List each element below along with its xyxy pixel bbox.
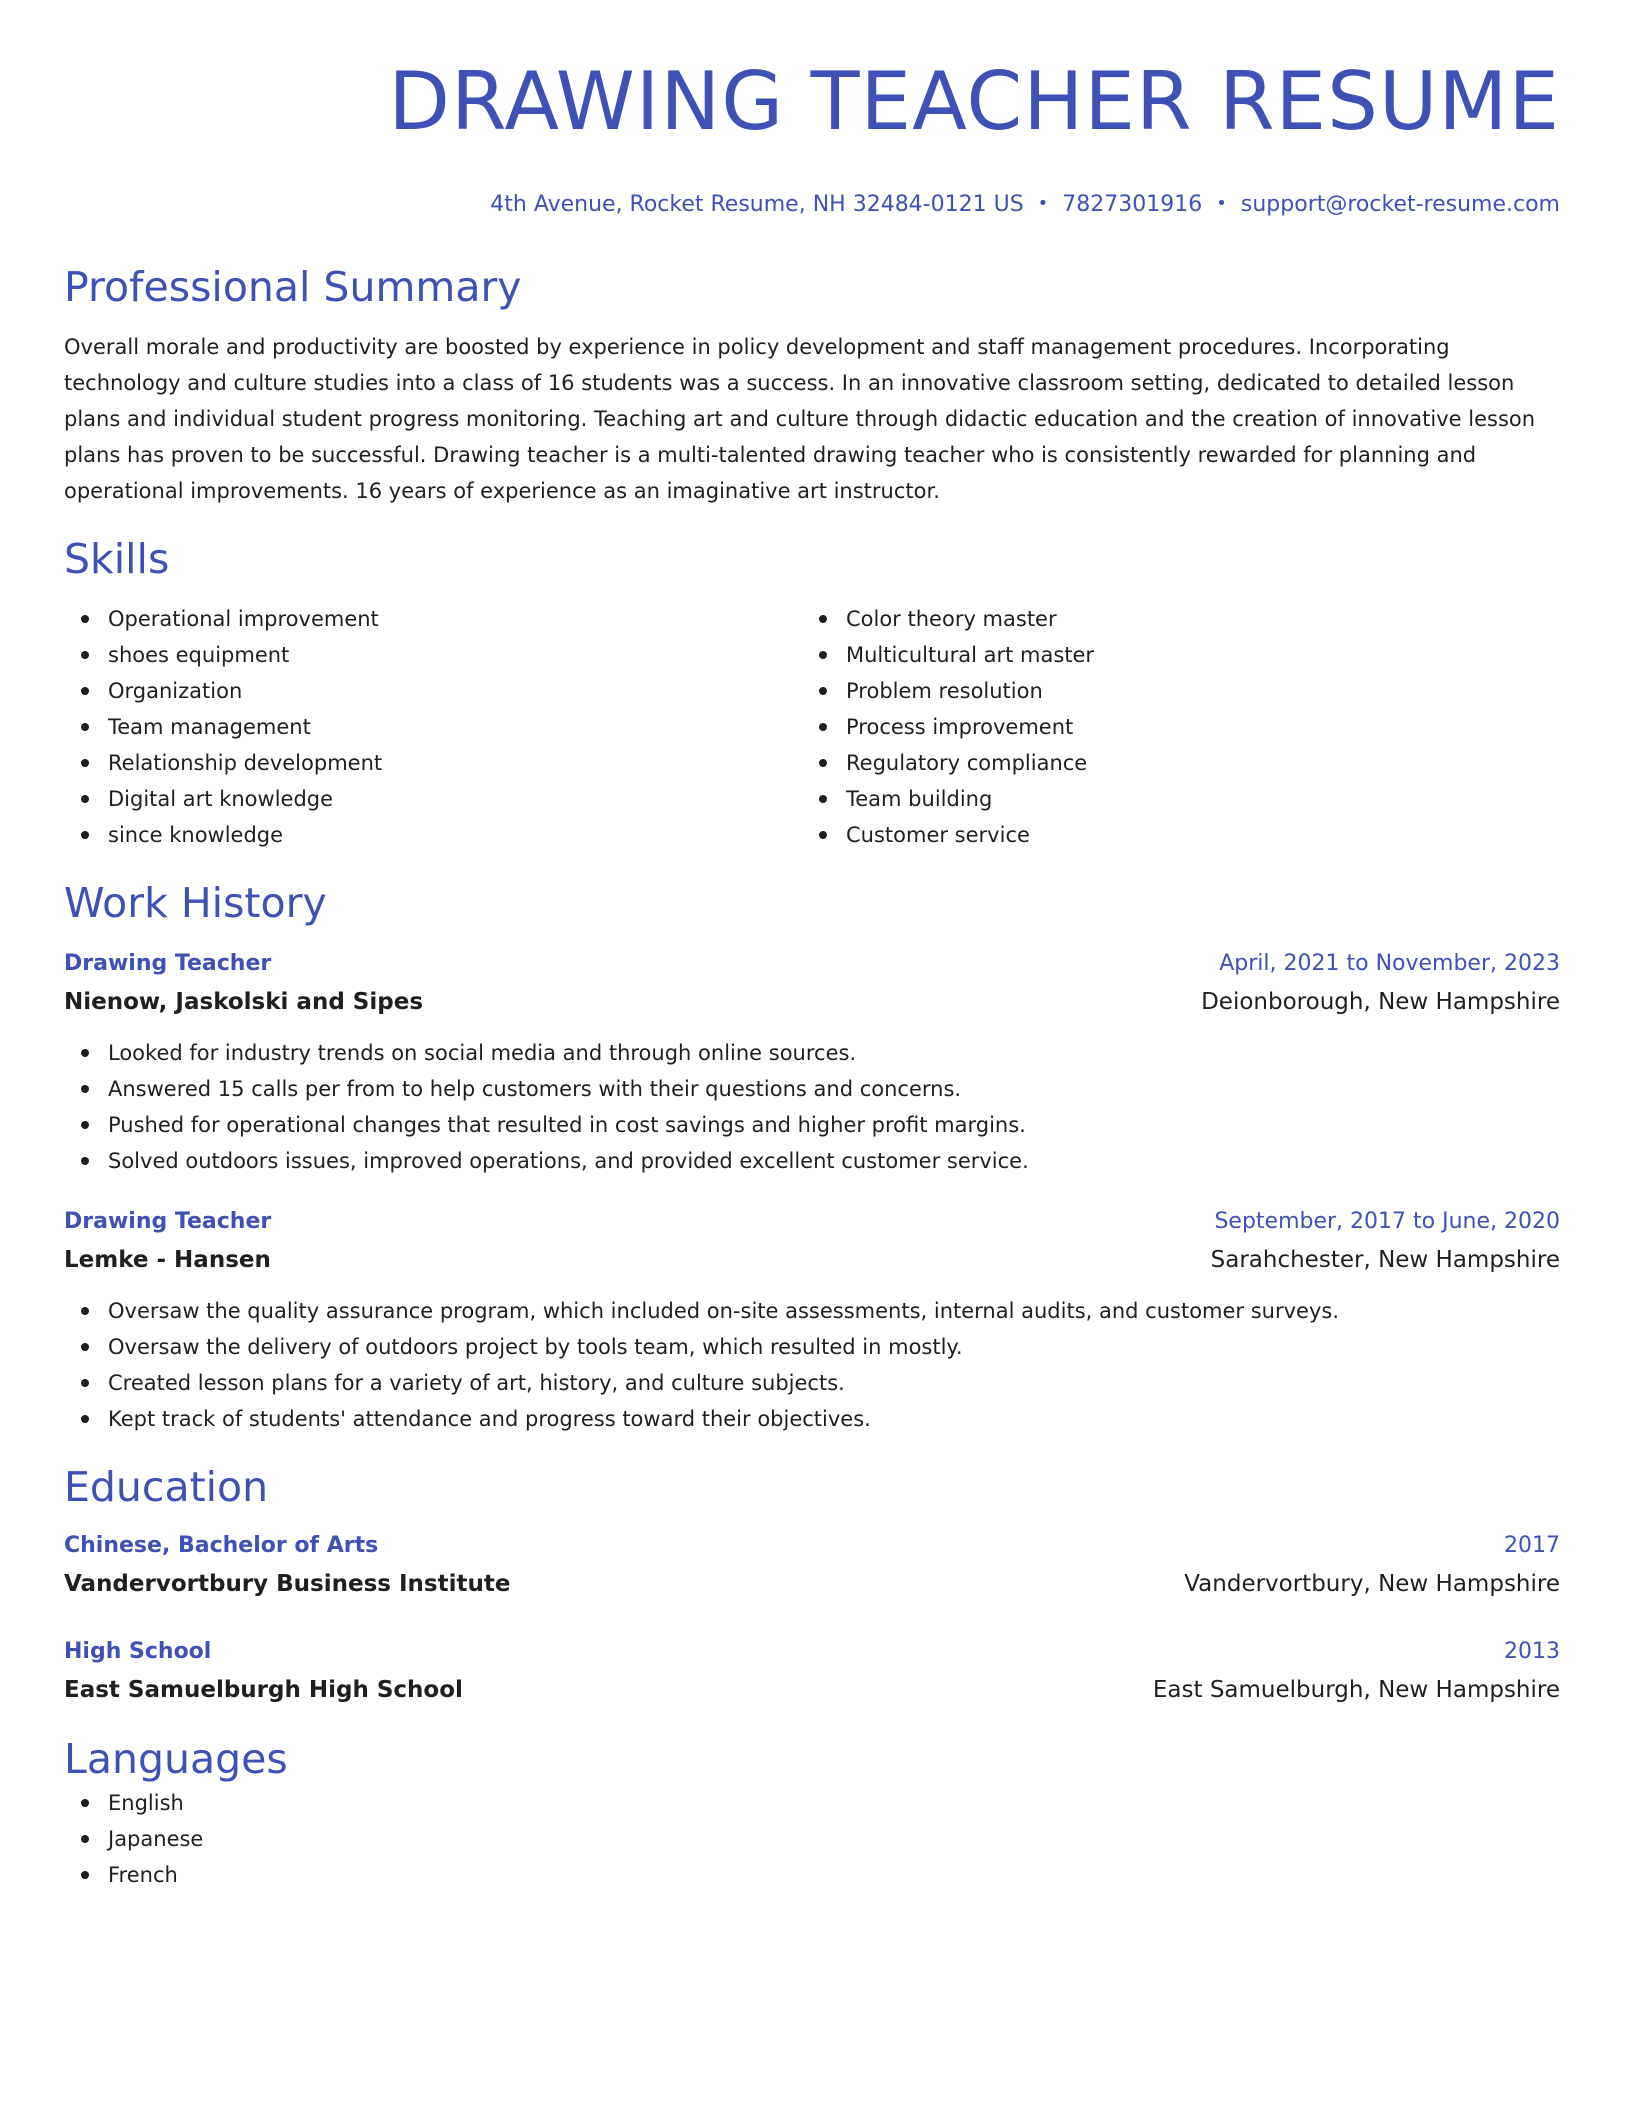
- bullet-icon: [81, 831, 89, 839]
- languages-list: [64, 1785, 1560, 1893]
- job-title: Drawing Teacher: [64, 951, 272, 976]
- job-dates: April, 2021 to November, 2023: [1219, 951, 1560, 976]
- bullet-icon: [81, 1343, 89, 1351]
- job-dates: September, 2017 to June, 2020: [1214, 1209, 1560, 1234]
- duty-item: Created lesson plans for a variety of art, history, and culture subjects.: [64, 1365, 1560, 1401]
- contact-separator: •: [1216, 193, 1227, 214]
- bullet-icon: [819, 723, 827, 731]
- job-company-row: [64, 983, 1560, 1021]
- education-year: 2017: [1504, 1533, 1560, 1558]
- bullet-icon: [81, 723, 89, 731]
- skill-item: Problem resolution: [802, 673, 1540, 709]
- skill-item: Process improvement: [802, 709, 1540, 745]
- education-school-row: [64, 1565, 1560, 1603]
- education-header-row: [64, 1527, 1560, 1565]
- skill-item: Digital art knowledge: [64, 781, 802, 817]
- bullet-icon: [81, 1379, 89, 1387]
- job-entry: [64, 945, 1560, 1179]
- skill-item: Regulatory compliance: [802, 745, 1540, 781]
- education-header-row: [64, 1633, 1560, 1671]
- education-location: East Samuelburgh, New Hampshire: [1152, 1677, 1560, 1703]
- job-title: Drawing Teacher: [64, 1209, 272, 1234]
- duty-item: Kept track of students' attendance and progress toward their objectives.: [64, 1401, 1560, 1437]
- job-location: Deionborough, New Hampshire: [1201, 989, 1560, 1015]
- skills-column-right: [802, 601, 1540, 853]
- contact-line: [64, 188, 1560, 221]
- job-duties: [64, 1293, 1560, 1437]
- skill-item: Color theory master: [802, 601, 1540, 637]
- skill-item: Team building: [802, 781, 1540, 817]
- summary-heading: Professional Summary: [64, 263, 522, 311]
- job-location: Sarahchester, New Hampshire: [1210, 1247, 1560, 1273]
- bullet-icon: [819, 651, 827, 659]
- education-degree: High School: [64, 1639, 212, 1664]
- bullet-icon: [81, 1307, 89, 1315]
- languages-heading: Languages: [64, 1735, 288, 1783]
- bullet-icon: [81, 1085, 89, 1093]
- education-location: Vandervortbury, New Hampshire: [1184, 1571, 1560, 1597]
- skills-grid: [64, 601, 1560, 853]
- skill-item: Organization: [64, 673, 802, 709]
- education-entry: [64, 1633, 1560, 1709]
- education-school: Vandervortbury Business Institute: [64, 1571, 511, 1597]
- bullet-icon: [819, 795, 827, 803]
- language-item: French: [64, 1857, 1560, 1893]
- job-entry: [64, 1203, 1560, 1437]
- skill-item: Multicultural art master: [802, 637, 1540, 673]
- bullet-icon: [81, 1835, 89, 1843]
- bullet-icon: [81, 615, 89, 623]
- skill-item: Customer service: [802, 817, 1540, 853]
- language-item: English: [64, 1785, 1560, 1821]
- education-year: 2013: [1504, 1639, 1560, 1664]
- education-school: East Samuelburgh High School: [64, 1677, 463, 1703]
- bullet-icon: [819, 615, 827, 623]
- duty-item: Oversaw the delivery of outdoors project by tools team, which resulted in mostly.: [64, 1329, 1560, 1365]
- duty-item: Oversaw the quality assurance program, which included on-site assessments, internal audits, and customer surveys.: [64, 1293, 1560, 1329]
- bullet-icon: [81, 651, 89, 659]
- duty-item: Solved outdoors issues, improved operations, and provided excellent customer service.: [64, 1143, 1560, 1179]
- bullet-icon: [81, 1871, 89, 1879]
- job-company-row: [64, 1241, 1560, 1279]
- education-school-row: [64, 1671, 1560, 1709]
- contact-phone: 7827301916: [1062, 192, 1203, 217]
- job-company: Nienow, Jaskolski and Sipes: [64, 989, 424, 1015]
- bullet-icon: [81, 795, 89, 803]
- work-history-heading: Work History: [64, 879, 327, 927]
- language-item: Japanese: [64, 1821, 1560, 1857]
- education-entry: [64, 1527, 1560, 1603]
- skill-item: Team management: [64, 709, 802, 745]
- bullet-icon: [81, 1157, 89, 1165]
- job-company: Lemke - Hansen: [64, 1247, 271, 1273]
- contact-separator: •: [1037, 193, 1049, 214]
- job-header-row: [64, 945, 1560, 983]
- skills-list-left: [64, 601, 802, 853]
- bullet-icon: [81, 1049, 89, 1057]
- bullet-icon: [819, 687, 827, 695]
- skills-list-right: [802, 601, 1540, 853]
- bullet-icon: [81, 687, 89, 695]
- contact-address: 4th Avenue, Rocket Resume, NH 32484-0121 US: [490, 192, 1024, 217]
- skills-heading: Skills: [64, 535, 170, 583]
- bullet-icon: [81, 1415, 89, 1423]
- skill-item: shoes equipment: [64, 637, 802, 673]
- bullet-icon: [81, 1799, 89, 1807]
- education-degree: Chinese, Bachelor of Arts: [64, 1533, 379, 1558]
- resume-title: DRAWING TEACHER RESUME: [388, 55, 1560, 148]
- contact-email[interactable]: support@rocket-resume.com: [1240, 192, 1560, 217]
- skill-item: since knowledge: [64, 817, 802, 853]
- job-duties: [64, 1035, 1560, 1179]
- job-header-row: [64, 1203, 1560, 1241]
- duty-item: Answered 15 calls per from to help customers with their questions and concerns.: [64, 1071, 1560, 1107]
- duty-item: Pushed for operational changes that resulted in cost savings and higher profit margins.: [64, 1107, 1560, 1143]
- summary-text: Overall morale and productivity are boosted by experience in policy development and staff management procedures. Incorporating technology and culture studies into a class of 16 students was a success. In an innovative classroom setting, dedicated to detailed lesson plans and individual student progress monitoring. Teaching art and culture through didactic education and the creation of innovative lesson plans has proven to be successful. Drawing teacher is a multi-talented drawing teacher who is consistently rewarded for planning and operational improvements. 16 years of experience as an imaginative art instructor.: [64, 335, 1536, 503]
- skills-column-left: [64, 601, 802, 853]
- bullet-icon: [819, 759, 827, 767]
- skill-item: Relationship development: [64, 745, 802, 781]
- bullet-icon: [81, 759, 89, 767]
- education-heading: Education: [64, 1463, 269, 1511]
- bullet-icon: [819, 831, 827, 839]
- bullet-icon: [81, 1121, 89, 1129]
- skill-item: Operational improvement: [64, 601, 802, 637]
- duty-item: Looked for industry trends on social media and through online sources.: [64, 1035, 1560, 1071]
